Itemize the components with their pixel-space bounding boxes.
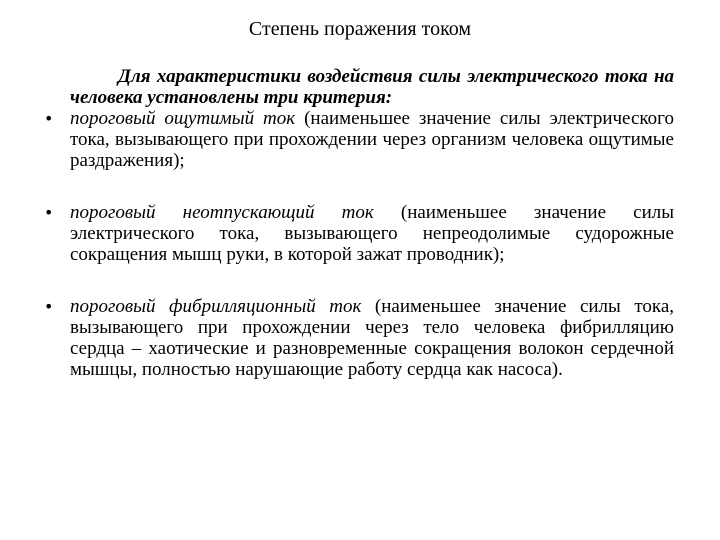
description-perceptible: (наименьшее значение силы электрического тока, вызывающего при прохождении через организм человека ощутимые раздражения);: [70, 108, 674, 171]
list-item-perceptible: [44, 108, 674, 171]
bullet-icon: •: [44, 297, 54, 316]
description-fibrillation: (наименьшее значение силы тока, вызывающего при прохождении через тело человека фибрилляцию сердца – хаотические и разновременные сокращения волокон сердечной мышцы, полностью нарушающие работу сердца как насоса).: [70, 296, 675, 380]
bullet-icon: •: [44, 203, 54, 222]
bullet-icon: •: [44, 109, 54, 128]
term-non-releasing: пороговый неотпускающий ток: [70, 202, 374, 223]
list-item-fibrillation: [44, 296, 674, 380]
intro-text: Для характеристики воздействия силы электрического тока на человека установлены три критерия:: [70, 66, 674, 108]
slide-body: [44, 66, 674, 380]
description-non-releasing: (наименьшее значение силы электрического тока, вызывающего непреодолимые судорожные сокращения мышц руки, в которой зажат проводник);: [70, 202, 674, 265]
term-perceptible: пороговый ощутимый ток: [70, 108, 296, 129]
term-fibrillation: пороговый фибрилляционный ток: [70, 296, 362, 317]
intro-indent: [70, 66, 118, 87]
list-item-non-releasing: [44, 202, 674, 265]
slide-title: Степень поражения током: [248, 18, 472, 40]
intro-paragraph: [44, 66, 674, 108]
